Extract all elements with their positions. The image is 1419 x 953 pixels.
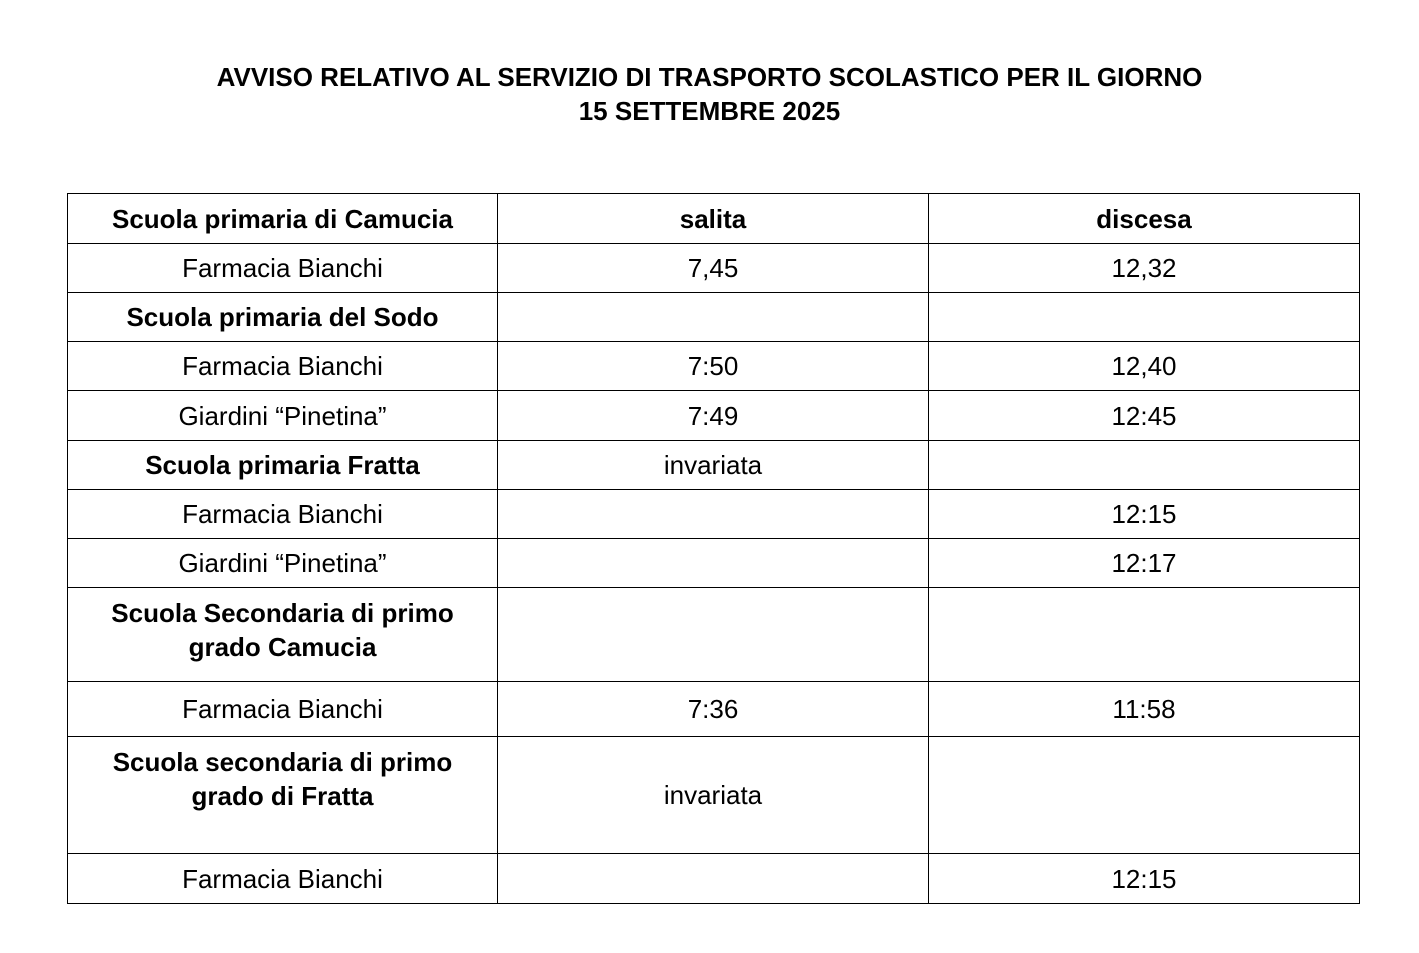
salita-cell: 7,45 [498, 244, 929, 293]
stop-cell: Farmacia Bianchi [68, 342, 498, 391]
table-row [68, 490, 1360, 539]
salita-cell: 7:50 [498, 342, 929, 391]
table-row-school [68, 441, 1360, 490]
table-row-school [68, 588, 1360, 682]
table-row-school [68, 293, 1360, 342]
salita-cell: 7:49 [498, 391, 929, 441]
discesa-cell: 11:58 [929, 682, 1360, 737]
notice-title-line1: AVVISO RELATIVO AL SERVIZIO DI TRASPORTO SCOLASTICO PER IL GIORNO [216, 62, 1203, 92]
discesa-cell [929, 737, 1360, 854]
table-row-header [68, 194, 1360, 244]
discesa-cell [929, 293, 1360, 342]
stop-cell: Farmacia Bianchi [68, 490, 498, 539]
table-row [68, 391, 1360, 441]
salita-cell [498, 293, 929, 342]
stop-cell: Giardini “Pinetina” [68, 539, 498, 588]
salita-cell [498, 490, 929, 539]
transport-schedule-table [67, 193, 1360, 904]
discesa-cell: 12:45 [929, 391, 1360, 441]
table-row [68, 539, 1360, 588]
discesa-cell: 12:15 [929, 854, 1360, 904]
stop-cell: Farmacia Bianchi [68, 682, 498, 737]
table-row [68, 342, 1360, 391]
table-row [68, 244, 1360, 293]
stop-cell: Farmacia Bianchi [68, 244, 498, 293]
salita-cell: 7:36 [498, 682, 929, 737]
school-cell: Scuola primaria Fratta [68, 441, 498, 490]
discesa-cell: 12:15 [929, 490, 1360, 539]
discesa-cell: 12,40 [929, 342, 1360, 391]
salita-cell: invariata [498, 441, 929, 490]
salita-cell [498, 588, 929, 682]
school-cell: Scuola primaria del Sodo [68, 293, 498, 342]
notice-title [0, 60, 1419, 128]
school-cell: Scuola secondaria di primo grado di Fratta [68, 737, 498, 854]
table-row [68, 854, 1360, 904]
discesa-cell [929, 588, 1360, 682]
salita-cell: invariata [498, 737, 929, 854]
salita-cell [498, 539, 929, 588]
salita-cell [498, 854, 929, 904]
stop-cell: Farmacia Bianchi [68, 854, 498, 904]
notice-title-line2: 15 SETTEMBRE 2025 [578, 96, 841, 126]
school-cell: Scuola Secondaria di primo grado Camucia [68, 588, 498, 682]
table-row [68, 682, 1360, 737]
stop-cell: Giardini “Pinetina” [68, 391, 498, 441]
discesa-cell [929, 441, 1360, 490]
discesa-cell: 12,32 [929, 244, 1360, 293]
discesa-cell: 12:17 [929, 539, 1360, 588]
table-row-school [68, 737, 1360, 854]
discesa-header-cell: discesa [929, 194, 1360, 244]
school-header-cell: Scuola primaria di Camucia [68, 194, 498, 244]
salita-header-cell: salita [498, 194, 929, 244]
